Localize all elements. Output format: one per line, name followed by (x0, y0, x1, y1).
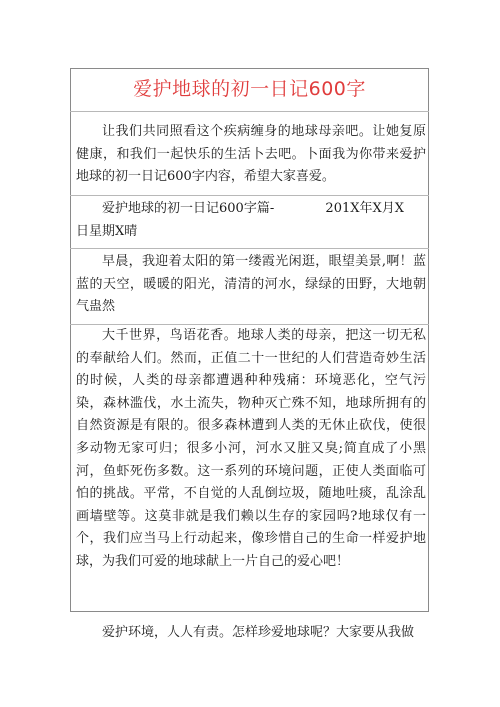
paragraph-world: 大千世界，鸟语花香。地球人类的母亲，把这一切无私的奉献给人们。然而，正值二十一世纪的人们营造奇妙生活的时候，人类的母亲都遭遇种种残痛：环境恶化，空气污染，森林滥伐，水土流失，物种灭亡殊不知，地球所拥有的自然资源是有限的。很多森林遭到人类的无休止砍伐，使很多动物无家可归；很多小河，河水又脏又臭;简直成了小黑河，鱼虾死伤多数。这一系列的环境问题，正使人类面临可怕的挑战。平常，不自觉的人乱倒垃圾，随地吐痰，乱涂乱画墙壁等。这莫非就是我们赖以生存的家园吗?地球仅有一个，我们应当马上行动起来，像珍惜自己的生命一样爱护地球，为我们可爱的地球献上一片自己的爱心吧！ (76, 328, 426, 569)
subtitle-date-end: 日星期X晴 (76, 223, 138, 239)
subtitle-label: 爱护地球的初一日记600字篇- (102, 201, 275, 216)
footer-paragraph: 爱护环境，人人有责。怎样珍爱地球呢？大家要从我做 (102, 625, 415, 640)
subtitle-date: 201X年X月X (325, 201, 404, 216)
divider (70, 111, 429, 112)
subtitle-line (76, 198, 426, 221)
intro-paragraph: 让我们共同照看这个疾病缠身的地球母亲吧。让她复原健康，和我们一起快乐的生活卜去吧。卜面我为你带来爱护地球的初一日记600字内容，希望大家喜爱。 (76, 124, 426, 185)
divider (70, 195, 429, 196)
page-title: 爱护地球的初一日记600字 (133, 78, 366, 100)
paragraph-morning: 早晨，我迎着太阳的第一缕霞光闲逛，眼望美景,啊！蓝蓝的天空，暖暖的阳光，清清的河水，绿绿的田野，大地朝气蛊然 (76, 254, 426, 315)
subtitle-block (76, 198, 426, 243)
divider (70, 248, 429, 249)
